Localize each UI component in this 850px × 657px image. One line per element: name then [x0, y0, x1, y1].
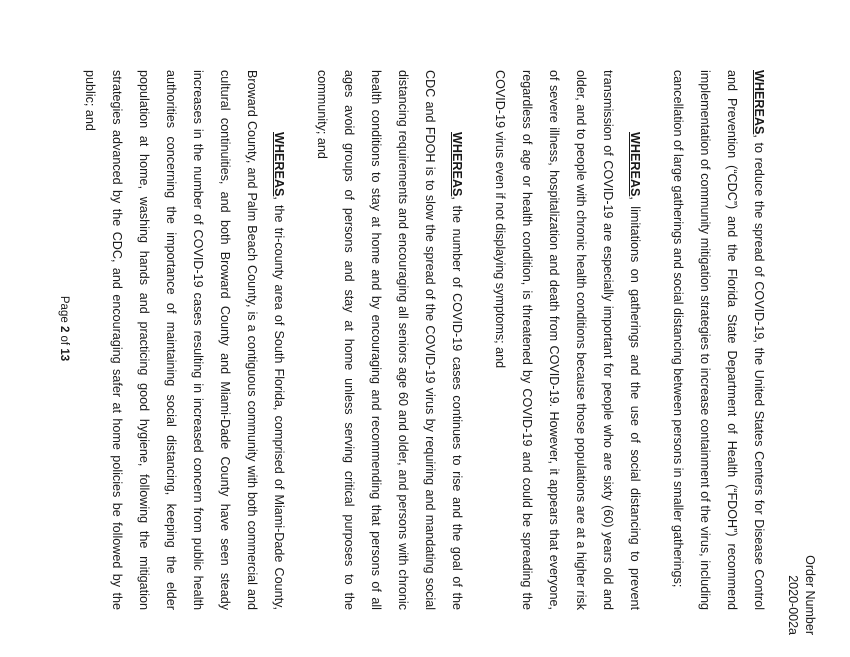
page-number-current: 2: [58, 325, 70, 333]
order-number-block: [784, 555, 818, 635]
paragraph-2-text: , limitations on gatherings and the use of social distancing to prevent transmission of COVID-19 are especially important for people who are sixty (60) years old and older, and to people with chronic health conditions because those populations are at a higher risk of severe illness, hospitalization and death from COVID-19. However, it appears that everyone, regardless of age or health condition, is threatened by COVID-19 and could be spreading the COVID-19 virus even if not displaying symptoms; and: [493, 70, 642, 610]
paragraph-2: [486, 70, 648, 610]
page-number-total: 13: [58, 348, 70, 362]
paragraph-3-lead: WHEREAS: [450, 132, 464, 197]
paragraph-1-lead: WHEREAS: [752, 70, 766, 135]
document-body: [60, 70, 772, 610]
paragraph-4-text: , the tri-county area of South Florida, comprised of Miami-Dade County, Broward County, and Palm Beach County, is a contiguous community with both commercial and cultural continuities, and both Broward County and Miami-Dade County have seen steady increases in the number of COVID-19 cases resulting in increased concern from public health authorities concerning the importance of maintaining social distancing, keeping the elder population at home, washing hands and practicing good hygiene, following the mitigation strategies advanced by the CDC, and encouraging safer at home policies be followed by the public; and: [83, 70, 286, 610]
order-number-value: 2020-002a: [786, 575, 800, 635]
page-number-prefix: Page: [58, 295, 70, 326]
paragraph-4-lead: WHEREAS: [272, 132, 286, 197]
paragraph-1-text: , to reduce the spread of COVID-19, the United States Centers for Disease Control and Prevention (“CDC”) and the Florida State Department of Health (“FDOH”) recommend implementation of community mitigation strategies to increase containment of the virus, including cancellation of large gatherings and social distancing between persons in smaller gatherings;: [671, 70, 766, 610]
page-number: [58, 0, 70, 657]
paragraph-1: [664, 70, 772, 610]
paragraph-4: [76, 70, 292, 610]
page-number-of: of: [58, 332, 70, 349]
paragraph-3-text: , the number of COVID-19 cases continues to rise and the goal of the CDC and FDOH is to slow the spread of the COVID-19 virus by requiring and mandating social distancing requirements and encouraging all seniors age 60 and older, and persons with chronic health conditions to stay at home and by encouraging and recommending that persons of all ages avoid groups of persons and stay at home unless serving critical purposes to the community; and: [315, 70, 464, 610]
paragraph-2-lead: WHEREAS: [628, 132, 642, 197]
paragraph-3: [308, 70, 470, 610]
order-number-label: Order Number: [803, 555, 817, 635]
